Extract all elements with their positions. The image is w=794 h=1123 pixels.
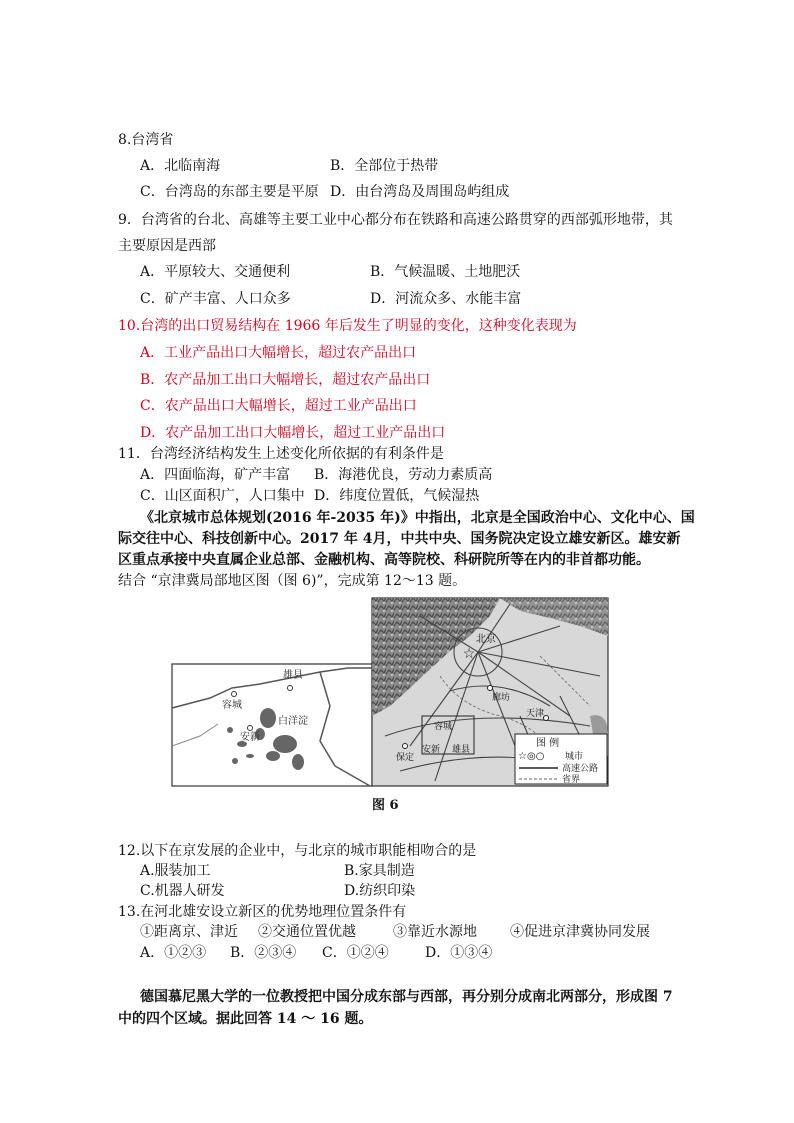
xiongxian-dot — [288, 686, 293, 691]
q8-option-c: C．台湾岛的东部主要是平原 — [140, 184, 319, 200]
q12-option-b: B.家具制造 — [344, 863, 415, 879]
legend-city-symbols: ☆◎○ — [518, 751, 545, 762]
inset-label-anxin: 安新 — [240, 732, 260, 743]
rongcheng-dot — [232, 692, 237, 697]
q10-stem: 10.台湾的出口贸易结构在 1966 年后发生了明显的变化，这种变化表现为 — [118, 318, 577, 334]
passage2-line2: 中的四个区域。据此回答 14 ～ 16 题。 — [118, 1011, 373, 1027]
q12-option-c: C.机器人研发 — [140, 883, 225, 899]
q13-stem: 13.在河北雄安设立新区的优势地理位置条件有 — [118, 904, 407, 920]
q11-stem: 11．台湾经济结构发生上述变化所依据的有利条件是 — [118, 446, 444, 462]
anxin-dot — [248, 726, 253, 731]
main-map — [372, 598, 608, 786]
q9-option-a: A．平原较大、交通便利 — [140, 264, 291, 280]
q9-stem-line2: 主要原因是西部 — [118, 238, 216, 254]
q12-stem: 12.以下在京发展的企业中，与北京的城市职能相吻合的是 — [118, 843, 477, 859]
map-label-beijing: 北京 — [476, 634, 496, 645]
map-label-xiongxian: 雄县 — [452, 745, 471, 755]
legend-title: 图 例 — [536, 738, 560, 749]
q11-option-d: D．纬度位置低，气候湿热 — [314, 488, 480, 504]
map-label-anxin: 安新 — [422, 745, 441, 755]
q8-option-a: A．北临南海 — [140, 158, 221, 174]
tianjin-dot — [544, 716, 549, 721]
inset-label-xiongxian: 雄县 — [283, 670, 303, 681]
passage-line4: 结合 “京津冀局部地区图（图 6)”，完成第 12～13 题。 — [118, 573, 467, 589]
q9-option-b: B．气候温暖、土地肥沃 — [370, 264, 521, 280]
q12-option-a: A.服装加工 — [140, 863, 211, 879]
q13-option-a: A．①②③ — [140, 945, 207, 961]
q10-option-b: B．农产品加工出口大幅增长，超过农产品出口 — [140, 372, 431, 388]
map-label-tianjin: 天津 — [526, 709, 545, 719]
figure6-caption: 图 6 — [372, 798, 399, 813]
legend-border-label: 省界 — [562, 775, 581, 785]
inset-label-rongcheng: 容城 — [222, 700, 242, 711]
q9-stem-line1: 9．台湾省的台北、高雄等主要工业中心都分布在铁路和高速公路贯穿的西部弧形地带，其 — [118, 212, 673, 228]
q13-condition-1: ①距离京、津近 — [140, 924, 238, 940]
map-label-langfang: 廊坊 — [492, 693, 511, 703]
legend-expressway-label: 高速公路 — [562, 764, 599, 774]
beijing-star: ☆ — [462, 646, 476, 662]
q13-option-c: C．①②④ — [322, 945, 389, 961]
q8-option-b: B．全部位于热带 — [330, 158, 439, 174]
q13-option-d: D．①③④ — [425, 945, 493, 961]
q13-condition-4: ④促进京津冀协同发展 — [510, 924, 650, 940]
passage-line1: 《北京城市总体规划(2016 年-2035 年)》中指出，北京是全国政治中心、文化中心、国 — [140, 510, 695, 526]
q12-option-d: D.纺织印染 — [344, 883, 416, 899]
q13-option-b: B．②③④ — [230, 945, 297, 961]
legend-city-label: 城市 — [565, 752, 584, 762]
q9-option-d: D．河流众多、水能丰富 — [370, 291, 522, 307]
q13-condition-2: ②交通位置优越 — [258, 924, 356, 940]
q11-option-c: C．山区面积广，人口集中 — [140, 488, 305, 504]
map-legend — [515, 734, 607, 785]
inset-map — [172, 664, 372, 786]
langfang-dot — [488, 686, 493, 691]
q9-option-c: C．矿产丰富、人口众多 — [140, 291, 291, 307]
inset-label-baiyangdian: 白洋淀 — [278, 716, 308, 727]
map-label-rongcheng: 容城 — [434, 722, 453, 732]
q8-stem: 8.台湾省 — [118, 132, 174, 148]
q11-option-a: A．四面临海，矿产丰富 — [140, 467, 291, 483]
passage-line3: 区重点承接中央直属企业总部、金融机构、高等院校、科研院所等在内的非首都功能。 — [118, 552, 650, 568]
q11-option-b: B．海港优良，劳动力素质高 — [314, 467, 493, 483]
q13-condition-3: ③靠近水源地 — [393, 924, 477, 940]
q8-option-d: D．由台湾岛及周围岛屿组成 — [330, 184, 510, 200]
map-label-baoding: 保定 — [396, 753, 415, 763]
passage-line2: 际交往中心、科技创新中心。2017 年 4月，中共中央、国务院决定设立雄安新区。雄安新 — [118, 531, 681, 547]
q10-option-d: D．农产品加工出口大幅增长，超过工业产品出口 — [140, 425, 446, 441]
figure6-map — [170, 596, 610, 792]
q10-option-c: C．农产品出口大幅增长，超过工业产品出口 — [140, 398, 417, 414]
q10-option-a: A．工业产品出口大幅增长，超过农产品出口 — [140, 345, 417, 361]
baoding-dot — [403, 744, 408, 749]
passage2-line1: 德国慕尼黑大学的一位教授把中国分成东部与西部，再分别分成南北两部分，形成图 7 — [140, 989, 673, 1005]
